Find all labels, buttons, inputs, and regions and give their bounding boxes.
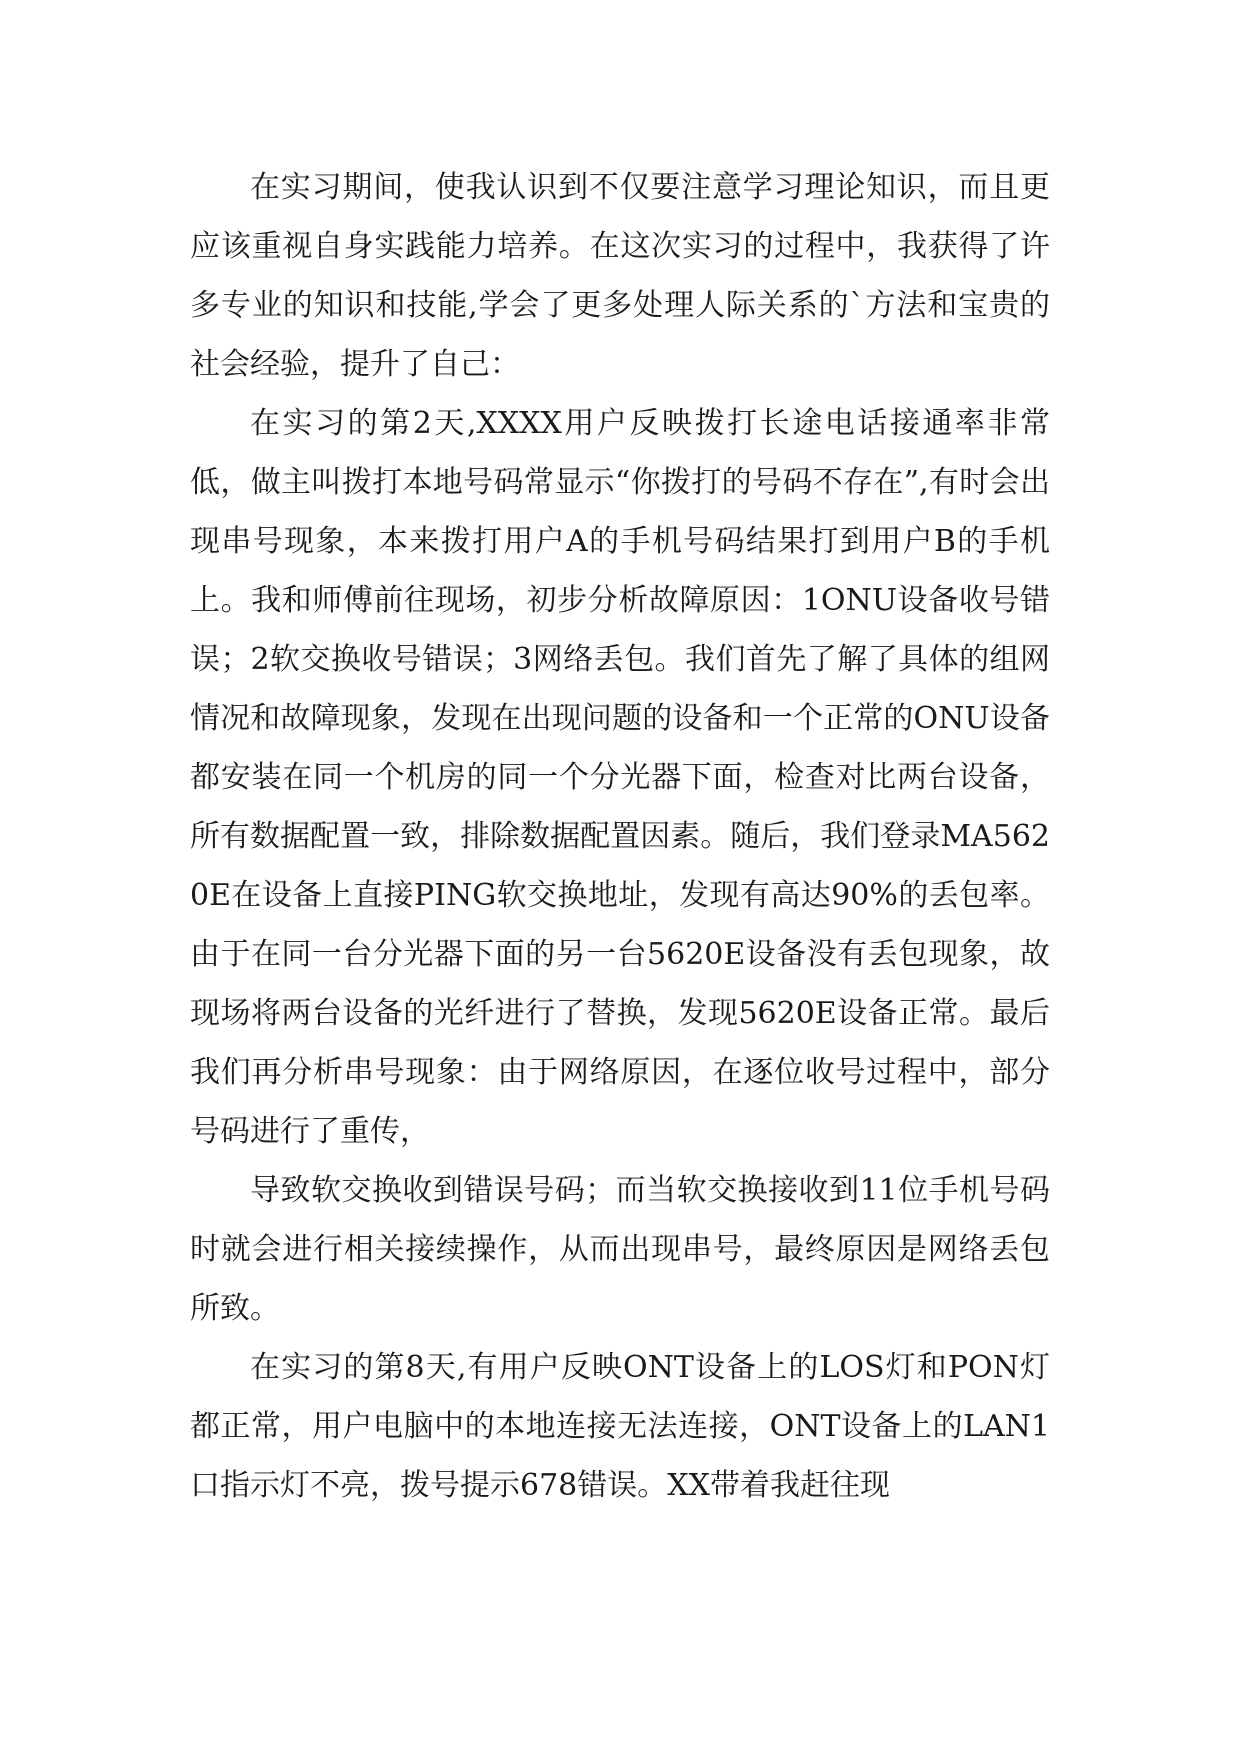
document-body	[190, 158, 1050, 1515]
paragraph-4: 在实习的第8天,有用户反映ONT设备上的LOS灯和PON灯都正常，用户电脑中的本地连接无法连接，ONT设备上的LAN1口指示灯不亮，拨号提示678错误。XX带着我赶往现	[190, 1350, 1050, 1503]
paragraph-1: 在实习期间，使我认识到不仅要注意学习理论知识，而且更应该重视自身实践能力培养。在这次实习的过程中，我获得了许多专业的知识和技能,学会了更多处理人际关系的`方法和宝贵的社会经验，提升了自己：	[190, 170, 1050, 382]
paragraph-2: 在实习的第2天,XXXX用户反映拨打长途电话接通率非常低，做主叫拨打本地号码常显示“你拨打的号码不存在”,有时会出现串号现象，本来拨打用户A的手机号码结果打到用户B的手机上。我和师傅前往现场，初步分析故障原因：1ONU设备收号错误；2软交换收号错误；3网络丢包。我们首先了解了具体的组网情况和故障现象，发现在出现问题的设备和一个正常的ONU设备都安装在同一个机房的同一个分光器下面，检查对比两台设备，所有数据配置一致，排除数据配置因素。随后，我们登录MA5620E在设备上直接PING软交换地址，发现有高达90%的丢包率。由于在同一台分光器下面的另一台5620E设备没有丢包现象，故现场将两台设备的光纤进行了替换，发现5620E设备正常。最后我们再分析串号现象：由于网络原因，在逐位收号过程中，部分号码进行了重传，	[190, 406, 1050, 1149]
paragraph-3: 导致软交换收到错误号码；而当软交换接收到11位手机号码时就会进行相关接续操作，从而出现串号，最终原因是网络丢包所致。	[190, 1173, 1050, 1326]
